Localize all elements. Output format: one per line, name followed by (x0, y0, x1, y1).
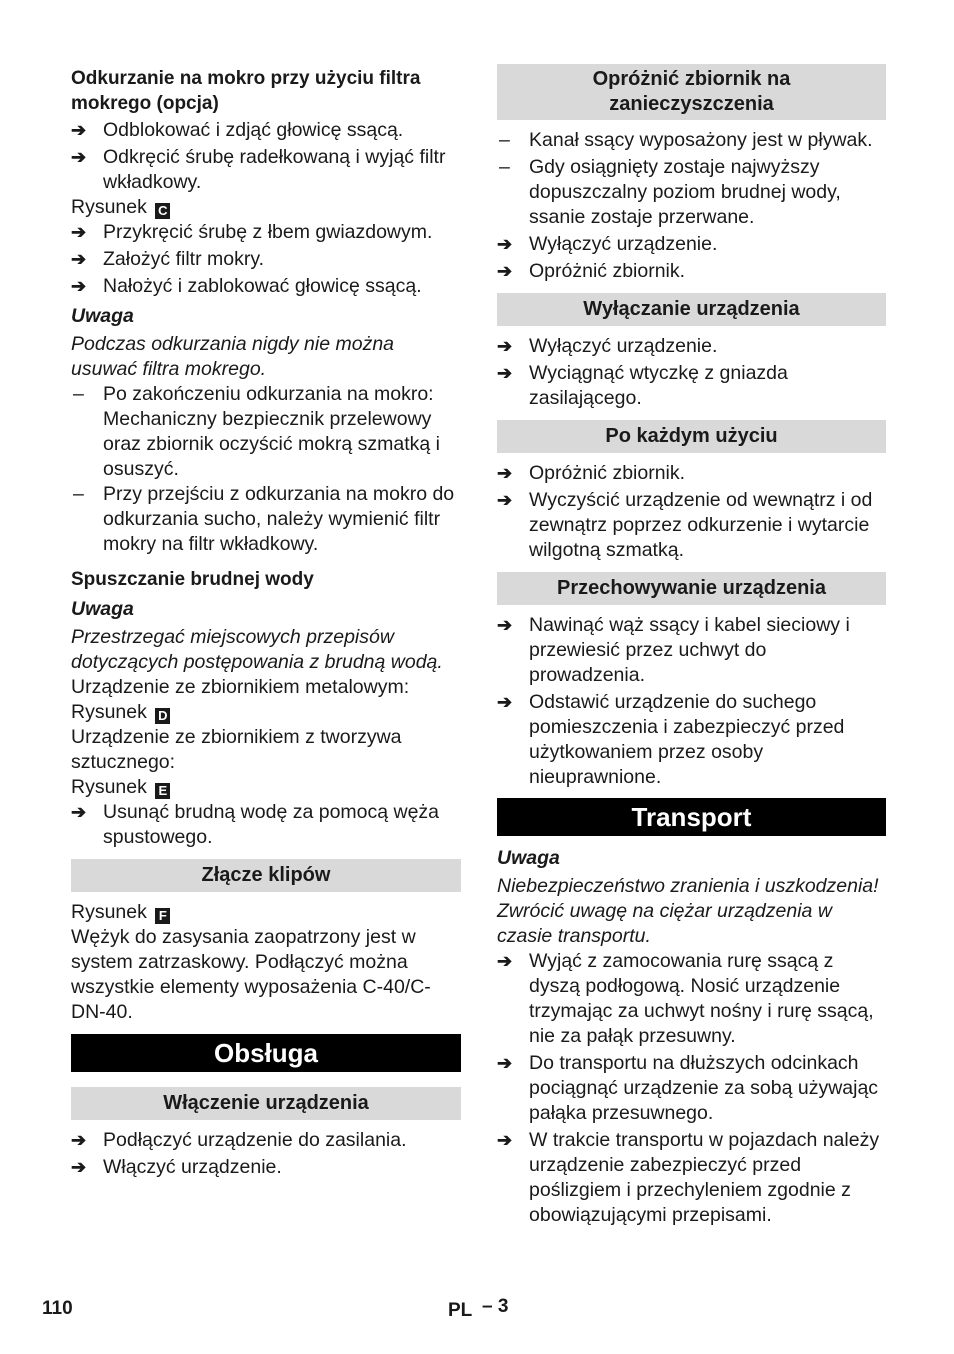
dash-bullet: – (499, 129, 510, 151)
list-item: – Przy przejściu z odkurzania na mokro do odkurzania sucho, należy wymienić filtr mokry na filtr wkładkowy. (73, 483, 455, 555)
list-item: ➔ Założyć filtr mokry. (71, 248, 265, 270)
figure-reference: Rysunek C (71, 195, 461, 220)
arrow-right-icon: ➔ (497, 615, 513, 635)
arrow-right-icon: ➔ (71, 147, 87, 167)
section-heading-empty-tank: Opróżnić zbiornik na zanieczyszczenia (497, 64, 886, 120)
list-item: – Kanał ssący wyposażony jest w pływak. (499, 129, 873, 151)
list-item: ➔ Wyłączyć urządzenie. (497, 233, 718, 255)
plastic-tank-text: Urządzenie ze zbiornikiem z tworzywa sztucznego: (71, 726, 402, 773)
list-item: ➔ Odstawić urządzenie do suchego pomieszczenia i zabezpieczyć przed użytkowaniem przez osoby nieuprawnione. (497, 691, 845, 788)
wet-filter-heading: Odkurzanie na mokro przy użyciu filtra mokrego (opcja) (71, 68, 421, 114)
list-item: ➔ W trakcie transportu w pojazdach należy urządzenie zabezpieczyć przed poślizgiem i przechyleniem zgodnie z obowiązującymi przepisami. (497, 1129, 880, 1226)
list-item: ➔ Odkręcić śrubę radełkowaną i wyjąć filtr wkładkowy. (71, 146, 446, 193)
page-number: 110 (42, 1298, 73, 1319)
arrow-right-icon: ➔ (71, 249, 87, 269)
section-heading-storage: Przechowywanie urządzenia (497, 572, 886, 605)
figure-c-badge: C (155, 203, 170, 219)
chapter-heading-transport: Transport (497, 798, 886, 836)
list-item: ➔ Podłączyć urządzenie do zasilania. (71, 1129, 407, 1151)
note-text: Niebezpieczeństwo zranienia i uszkodzenia! Zwrócić uwagę na ciężar urządzenia w czasie transportu. (497, 875, 879, 947)
list-item: ➔ Opróżnić zbiornik. (497, 260, 686, 282)
section-heading-switch-off: Wyłączanie urządzenia (497, 293, 886, 326)
arrow-right-icon: ➔ (497, 1130, 513, 1150)
arrow-right-icon: ➔ (71, 276, 87, 296)
figure-reference: Rysunek E (71, 775, 461, 800)
figure-f-badge: F (155, 908, 170, 924)
list-item: ➔ Opróżnić zbiornik. (497, 462, 686, 484)
arrow-right-icon: ➔ (71, 802, 87, 822)
arrow-right-icon: ➔ (497, 490, 513, 510)
note-label: Uwaga (71, 305, 134, 327)
arrow-right-icon: ➔ (71, 222, 87, 242)
note-label: Uwaga (71, 598, 134, 620)
list-item: ➔ Wyczyścić urządzenie od wewnątrz i od zewnątrz poprzez odkurzenie i wytarcie wilgotną szmatką. (497, 489, 873, 561)
list-item: ➔ Włączyć urządzenie. (71, 1156, 282, 1178)
section-heading-clips: Złącze klipów (71, 859, 461, 892)
arrow-right-icon: ➔ (497, 463, 513, 483)
figure-reference: Rysunek D (71, 700, 461, 725)
right-column (497, 64, 886, 1228)
list-item: ➔ Do transportu na dłuższych odcinkach pociągnąć urządzenie za sobą używając pałąka przesuwnego. (497, 1052, 879, 1124)
list-item: – Gdy osiągnięty zostaje najwyższy dopuszczalny poziom brudnej wody, ssanie zostaje przerwane. (499, 156, 841, 228)
metal-tank-text: Urządzenie ze zbiornikiem metalowym: (71, 676, 410, 698)
section-heading-switch-on: Włączenie urządzenia (71, 1087, 461, 1120)
list-item: ➔ Wyjąć z zamocowania rurę ssącą z dyszą podłogową. Nosić urządzenie trzymając za uchwyt nośny i rurę ssącą, nie za pałąk przesuwny. (497, 950, 874, 1047)
arrow-right-icon: ➔ (71, 1157, 87, 1177)
list-item: ➔ Nawinąć wąż ssący i kabel sieciowy i przewiesić przez uchwyt do prowadzenia. (497, 614, 850, 686)
left-column (71, 64, 461, 1180)
figure-e-badge: E (155, 783, 170, 799)
list-item: ➔ Wyłączyć urządzenie. (497, 335, 718, 357)
note-text: Podczas odkurzania nigdy nie można usuwać filtra mokrego. (71, 333, 395, 380)
note-text: Przestrzegać miejscowych przepisów dotyczących postępowania z brudną wodą. (71, 626, 443, 673)
list-item: – Po zakończeniu odkurzania na mokro: Mechaniczny bezpiecznik przelewowy oraz zbiornik oczyścić mokrą szmatką i osuszyć. (73, 383, 441, 480)
arrow-right-icon: ➔ (497, 1053, 513, 1073)
arrow-right-icon: ➔ (497, 234, 513, 254)
arrow-right-icon: ➔ (497, 363, 513, 383)
arrow-right-icon: ➔ (497, 261, 513, 281)
arrow-right-icon: ➔ (71, 120, 87, 140)
clip-text: Wężyk do zasysania zaopatrzony jest w system zatrzaskowy. Podłączyć można wszystkie elementy wyposażenia C-40/C-DN-40. (71, 926, 431, 1023)
language-code: PL (448, 1300, 473, 1321)
figure-d-badge: D (155, 708, 170, 724)
figure-reference: Rysunek F (71, 900, 461, 925)
chapter-heading-operation: Obsługa (71, 1034, 461, 1072)
arrow-right-icon: ➔ (497, 336, 513, 356)
dash-bullet: – (499, 156, 510, 178)
arrow-right-icon: ➔ (71, 1130, 87, 1150)
section-number: – 3 (482, 1296, 509, 1317)
drain-heading: Spuszczanie brudnej wody (71, 569, 314, 590)
section-heading-after-use: Po każdym użyciu (497, 420, 886, 453)
note-label: Uwaga (497, 847, 560, 869)
arrow-right-icon: ➔ (497, 951, 513, 971)
list-item: ➔ Usunąć brudną wodę za pomocą węża spustowego. (71, 801, 440, 848)
dash-bullet: – (73, 383, 84, 405)
list-item: ➔ Przykręcić śrubę z łbem gwiazdowym. (71, 221, 433, 243)
list-item: ➔ Wyciągnąć wtyczkę z gniazda zasilającego. (497, 362, 788, 409)
dash-bullet: – (73, 483, 84, 505)
arrow-right-icon: ➔ (497, 692, 513, 712)
list-item: ➔ Odblokować i zdjąć głowicę ssącą. (71, 119, 404, 141)
list-item: ➔ Nałożyć i zablokować głowicę ssącą. (71, 275, 422, 297)
